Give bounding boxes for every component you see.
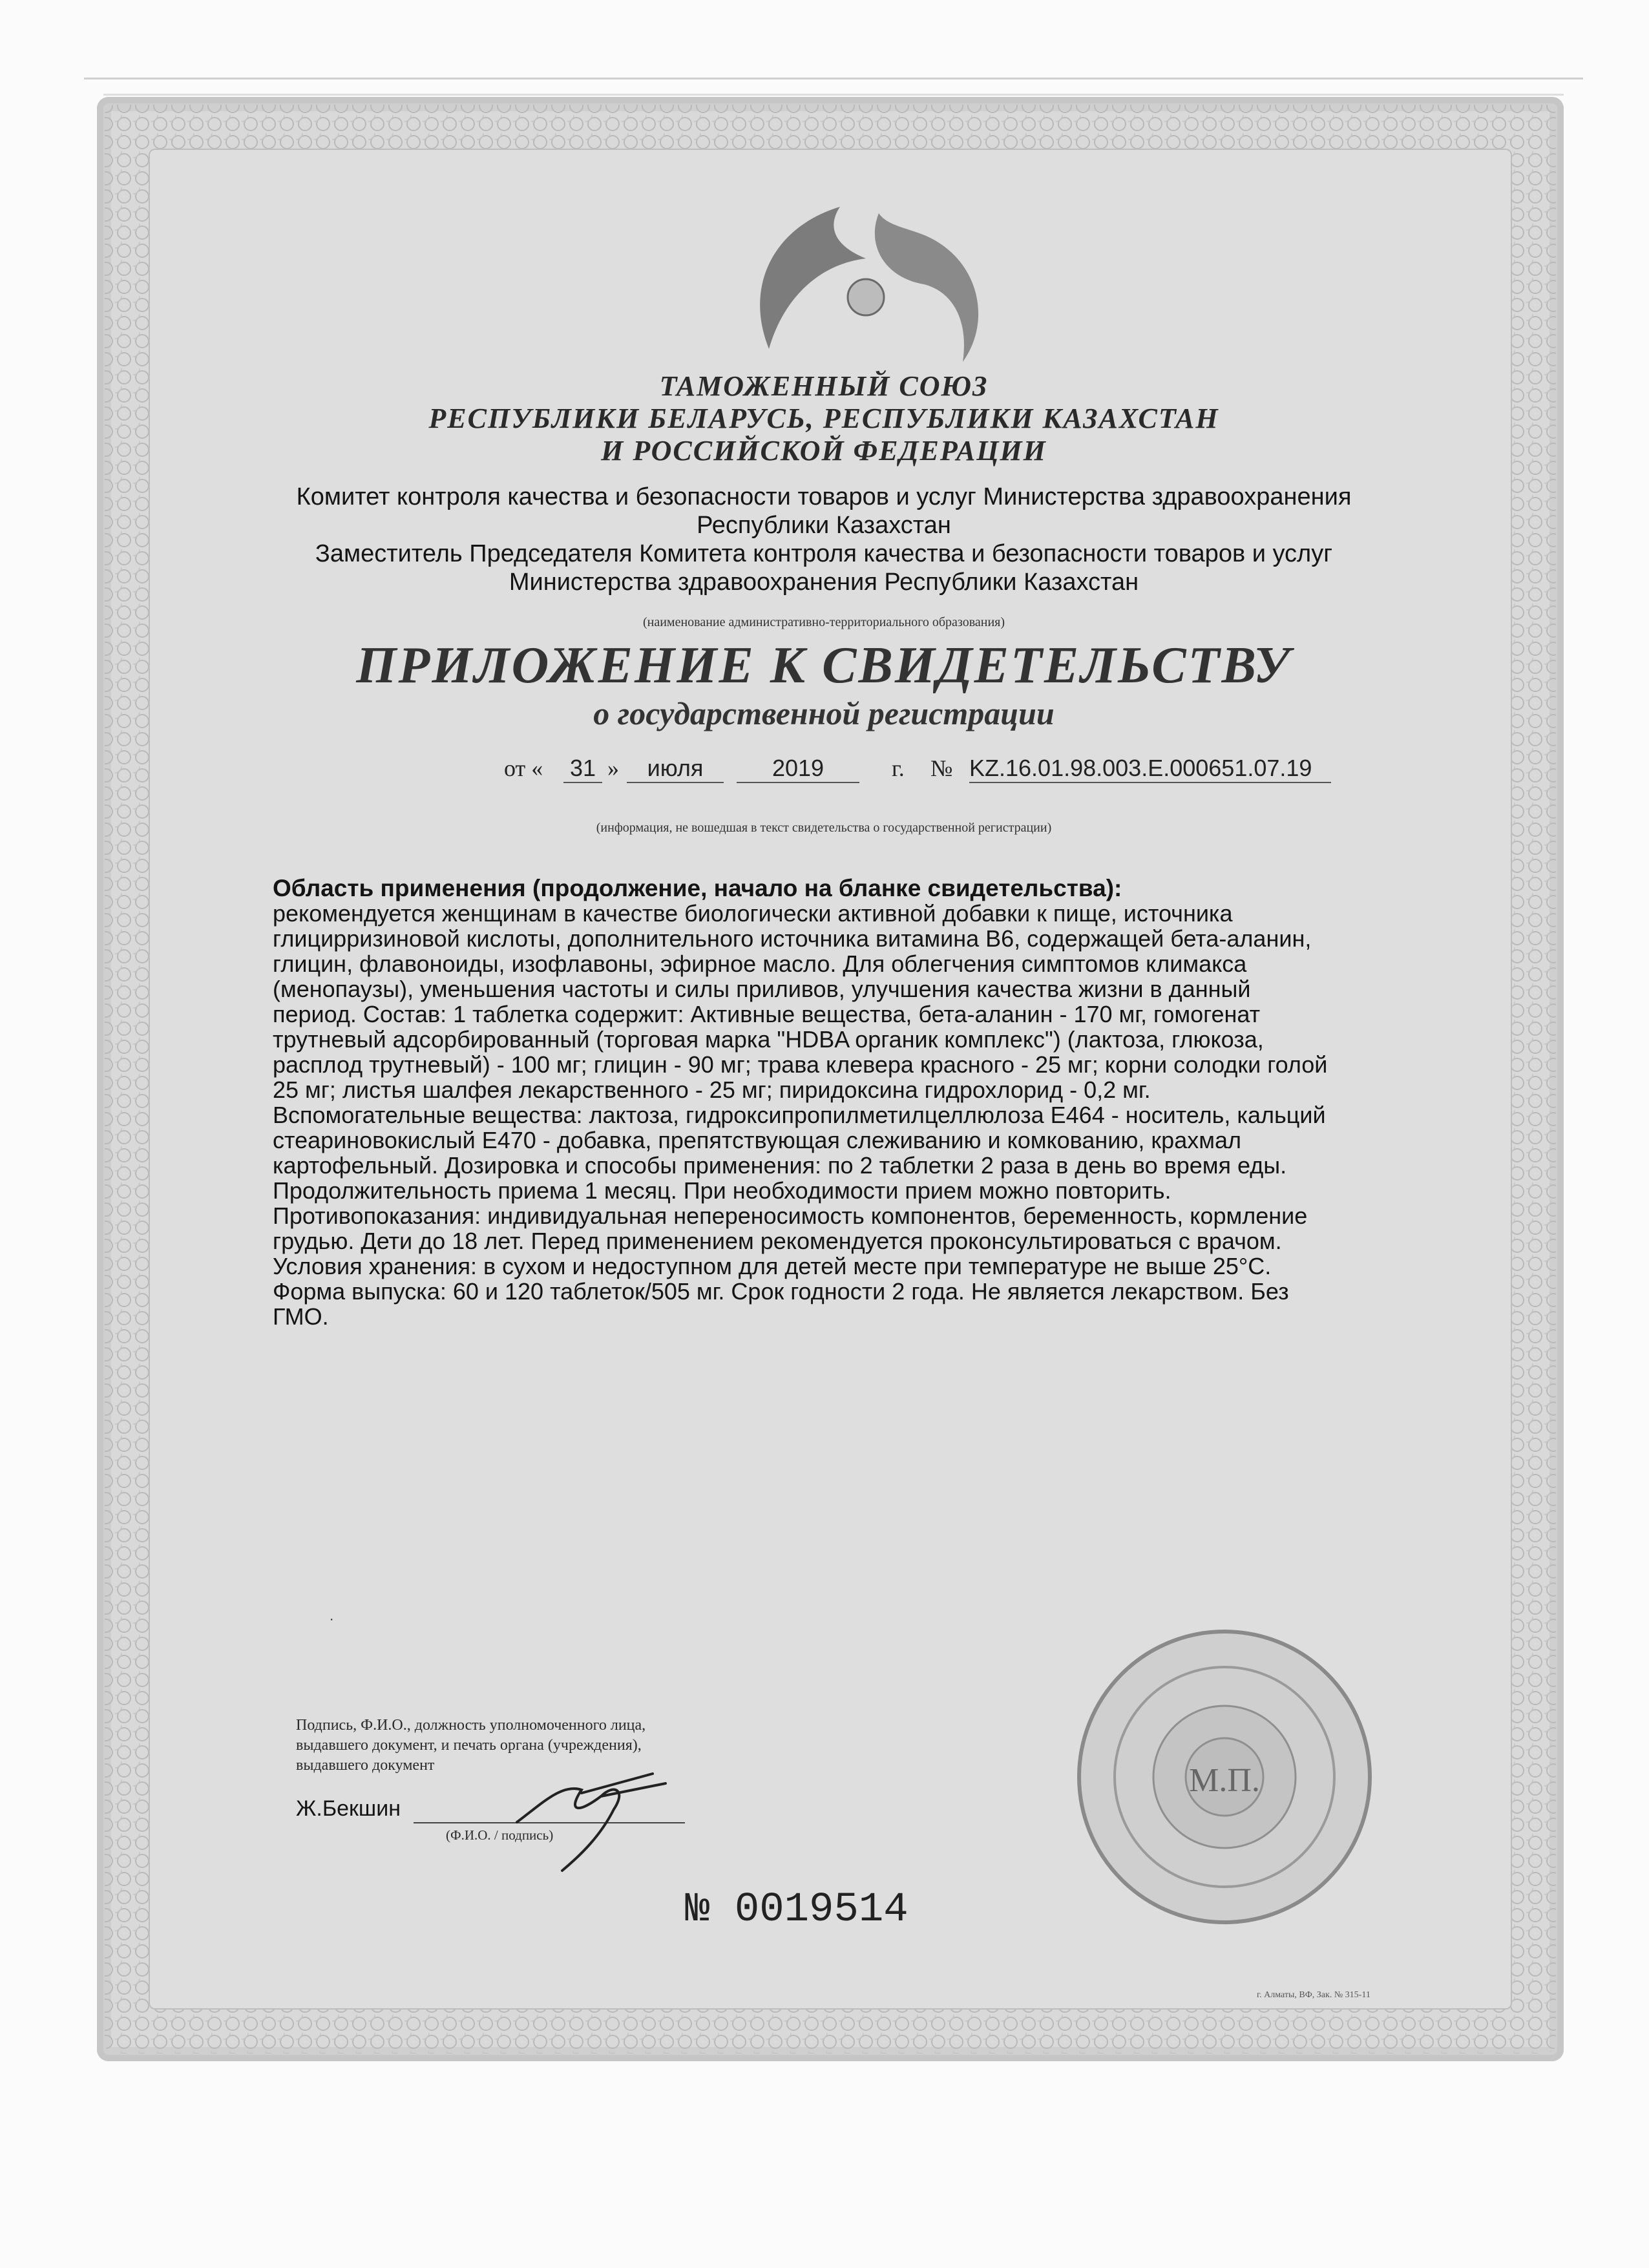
scope-line: грудью. Дети до 18 лет. Перед применением рекомендуется проконсультироваться с врачом. <box>273 1228 1282 1254</box>
handwritten-signature <box>504 1745 685 1874</box>
scope-line: (менопаузы), уменьшения частоты и силы приливов, улучшения качества жизни в данный <box>273 976 1251 1002</box>
union-title-line-3: И РОССИЙСКОЙ ФЕДЕРАЦИИ <box>601 435 1047 467</box>
union-title-line-1: ТАМОЖЕННЫЙ СОЮЗ <box>659 370 989 402</box>
document-title: ПРИЛОЖЕНИЕ К СВИДЕТЕЛЬСТВУ <box>356 637 1292 694</box>
scope-line: рекомендуется женщинам в качестве биологически активной добавки к пище, источника <box>273 900 1233 927</box>
scope-of-application <box>273 876 1394 1329</box>
scope-line: глицирризиновой кислоты, дополнительного источника витамина В6, содержащей бета-аланин, <box>273 925 1312 952</box>
scope-line: Продолжительность приема 1 месяц. При необходимости прием можно повторить. <box>273 1177 1171 1204</box>
union-title-line-2: РЕСПУБЛИКИ БЕЛАРУСЬ, РЕСПУБЛИКИ КАЗАХСТАН <box>428 403 1219 434</box>
scope-body <box>273 901 1394 1329</box>
scope-line: Вспомогательные вещества: лактоза, гидроксипропилметилцеллюлоза Е464 - носитель, кальций <box>273 1102 1326 1128</box>
deputy-line-2: Министерства здравоохранения Республики Казахстан <box>509 569 1139 596</box>
scan-tick-mark: ˙ <box>330 1615 335 1635</box>
scope-line: Форма выпуска: 60 и 120 таблеток/505 мг. Срок годности 2 года. Не является лекарством. Без <box>273 1278 1289 1305</box>
date-month: июля <box>627 755 724 783</box>
date-year: 2019 <box>737 755 859 783</box>
deputy-line-1: Заместитель Председателя Комитета контроля качества и безопасности товаров и услуг <box>315 540 1333 567</box>
info-caption: (информация, не вошедшая в текст свидетельства о государственной регистрации) <box>596 821 1052 835</box>
date-day: 31 <box>563 755 602 783</box>
signature-caption-line-1: Подпись, Ф.И.О., должность уполномоченного лица, <box>296 1717 646 1734</box>
scope-line: Противопоказания: индивидуальная непереносимость компонентов, беременность, кормление <box>273 1202 1308 1229</box>
admin-territory-caption: (наименование административно-территориального образования) <box>642 615 1005 629</box>
signer-name: Ж.Бекшин <box>296 1796 401 1821</box>
scope-line: 25 мг; листья шалфея лекарственного - 25 мг; пиридоксина гидрохлорид - 0,2 мг. <box>273 1076 1151 1103</box>
committee-line-1: Комитет контроля качества и безопасности товаров и услуг Министерства здравоохранения <box>296 483 1352 510</box>
signature-caption-line-2: выдавшего документ, и печать органа (учреждения), <box>296 1737 642 1754</box>
official-seal <box>1069 1622 1380 1932</box>
document-subtitle: о государственной регистрации <box>593 695 1055 731</box>
registration-number: KZ.16.01.98.003.E.000651.07.19 <box>969 755 1331 783</box>
scope-heading: Область применения (продолжение, начало на бланке свидетельства): <box>273 875 1122 901</box>
seal-center-text: М.П. <box>1189 1762 1260 1799</box>
scope-line: ГМО. <box>273 1303 329 1330</box>
scope-line: период. Состав: 1 таблетка содержит: Активные вещества, бета-аланин - 170 мг, гомогенат <box>273 1001 1261 1027</box>
scope-line: трутневый адсорбированный (торговая марка "HDBA органик комплекс") (лактоза, глюкоза, <box>273 1026 1264 1053</box>
scan-artifact-top <box>84 78 1583 79</box>
form-serial-number: № 0019514 <box>685 1887 909 1933</box>
day-close-quote: » <box>607 755 619 781</box>
registration-row <box>504 755 1409 793</box>
scope-line: глицин, флавоноиды, изофлавоны, эфирное масло. Для облегчения симптомов климакса <box>273 950 1247 977</box>
signature-caption-line-3: выдавшего документ <box>296 1757 435 1774</box>
scope-line: стеариновокислый Е470 - добавка, препятствующая слеживанию и комкованию, крахмал <box>273 1127 1241 1153</box>
scope-line: Условия хранения: в сухом и недоступном для детей месте при температуре не выше 25°С. <box>273 1253 1272 1279</box>
committee-line-2: Республики Казахстан <box>697 512 951 539</box>
number-label: № <box>930 755 953 781</box>
customs-union-emblem <box>672 187 1008 375</box>
scope-line: расплод трутневый) - 100 мг; глицин - 90 мг; трава клевера красного - 25 мг; корни солодки голой <box>273 1051 1328 1078</box>
scan-artifact-top-2 <box>103 94 1564 96</box>
name-signature-caption: (Ф.И.О. / подпись) <box>446 1827 554 1843</box>
year-suffix: г. <box>892 755 905 781</box>
printer-mark: г. Алматы, ВФ, Зак. № 315-11 <box>1257 1990 1371 2000</box>
scope-line: картофельный. Дозировка и способы применения: по 2 таблетки 2 раза в день во время еды. <box>273 1152 1287 1179</box>
from-label: от « <box>504 755 543 781</box>
